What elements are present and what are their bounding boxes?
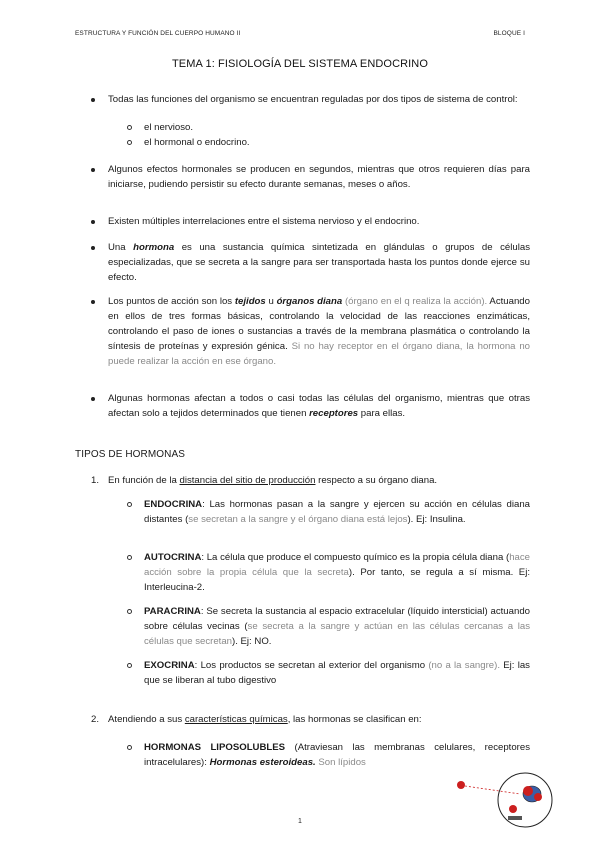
action-points-paragraph: Los puntos de acción son los tejidos u órganos diana (órgano en el q realiza la acción). Actuando en ellos de tres formas básicas, controlando la velocidad de las reacciones enzimáticas, controlando el paso de iones o sustancias a través de la membrana plasmática o controlando la síntesis de proteínas y expresión génica. Si no hay receptor en el órgano diana, la hormona no puede realizar la acción en ese órgano. <box>108 296 530 367</box>
intro-sub-item-nervous: el nervioso. <box>144 122 194 133</box>
section-heading-hormone-types: TIPOS DE HORMONAS <box>75 449 186 460</box>
intro-paragraph-2: Algunos efectos hormonales se producen en segundos, mientras que otros requieren días para iniciarse, pudiendo persistir su efecto durante semanas, meses o años. <box>108 164 530 190</box>
hormone-particle-icon <box>509 805 517 813</box>
classification-by-chemistry: Atendiendo a sus características químicas, las hormonas se clasifican en: <box>108 714 422 725</box>
bullet-icon <box>91 397 95 401</box>
list-number: 1. <box>91 475 100 486</box>
autocrine-definition: AUTOCRINA: La célula que produce el compuesto químico es la propia célula diana (hace acción sobre la propia célula que la secreta). Por tanto, se regula a sí misma. Ej: Interleucina-2. <box>144 552 531 593</box>
receptor-mark <box>508 816 522 820</box>
bullet-icon <box>91 98 95 102</box>
hormone-particle-icon <box>457 781 465 789</box>
liposoluble-hormones-definition: HORMONAS LIPOSOLUBLES (Atraviesan las membranas celulares, receptores intracelulares): Hormonas esteroideas. Son lípidos <box>144 742 530 768</box>
sub-bullet-icon <box>127 745 132 750</box>
intro-paragraph-1: Todas las funciones del organismo se encuentran reguladas por dos tipos de sistema de control: <box>108 94 518 105</box>
sub-bullet-icon <box>127 555 132 560</box>
sub-bullet-icon <box>127 663 132 668</box>
exocrine-definition: EXOCRINA: Los productos se secretan al exterior del organismo (no a la sangre). Ej: las que se liberan al tubo digestivo <box>144 660 530 686</box>
header-block-label: BLOQUE I <box>493 30 525 37</box>
target-cell-outline <box>498 773 552 827</box>
sub-bullet-icon <box>127 502 132 507</box>
hormone-particle-icon <box>523 786 533 796</box>
page-number: 1 <box>298 818 302 825</box>
page-title: TEMA 1: FISIOLOGÍA DEL SISTEMA ENDOCRINO <box>171 58 429 70</box>
bullet-icon <box>91 168 95 172</box>
sub-bullet-icon <box>127 140 132 145</box>
header-course-title: ESTRUCTURA Y FUNCIÓN DEL CUERPO HUMANO II <box>75 30 241 37</box>
paracrine-definition: PARACRINA: Se secreta la sustancia al espacio extracelular (líquido intersticial) actuando sobre células vecinas (se secreta a la sangre y actúan en las células cercanas a las células que secretan). Ej: NO. <box>144 606 530 647</box>
hormone-definition: Una hormona es una sustancia química sintetizada en glándulas o grupos de células especializadas, que se secreta a la sangre para ser transportada hasta los puntos donde ejerce su efecto. <box>108 242 530 283</box>
list-number: 2. <box>91 714 100 725</box>
signal-path-line <box>465 786 520 794</box>
endocrine-definition: ENDOCRINA: Las hormonas pasan a la sangre y ejercen su acción en células diana distantes (se secretan a la sangre y el órgano diana está lejos). Ej: Insulina. <box>144 499 530 525</box>
hormone-particle-icon <box>534 793 542 801</box>
bullet-icon <box>91 300 95 304</box>
intro-paragraph-3: Existen múltiples interrelaciones entre el sistema nervioso y el endocrino. <box>108 216 420 227</box>
sub-bullet-icon <box>127 125 132 130</box>
cell-signaling-illustration <box>450 772 560 848</box>
bullet-icon <box>91 246 95 250</box>
bullet-icon <box>91 220 95 224</box>
intro-sub-item-hormonal: el hormonal o endocrino. <box>144 137 250 148</box>
receptors-paragraph: Algunas hormonas afectan a todos o casi todas las células del organismo, mientras que otras afectan solo a tejidos determinados que tienen receptores para ellas. <box>108 393 530 419</box>
classification-by-distance: En función de la distancia del sitio de producción respecto a su órgano diana. <box>108 475 438 486</box>
sub-bullet-icon <box>127 609 132 614</box>
